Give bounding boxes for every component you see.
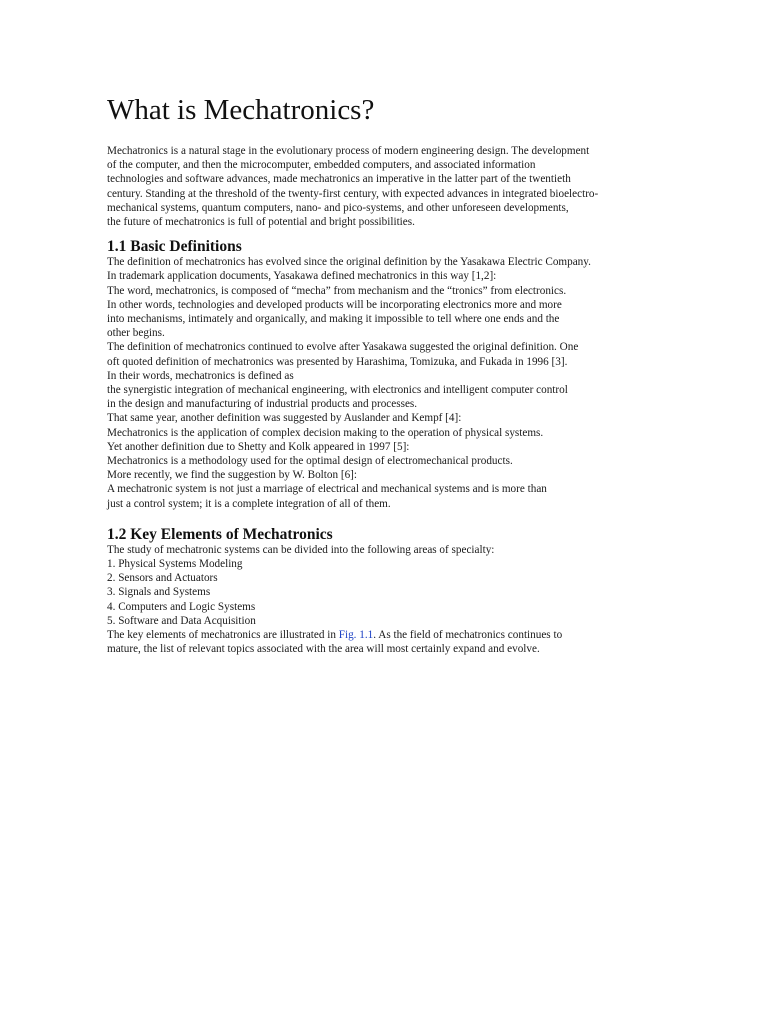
body-line: Mechatronics is the application of complex decision making to the operation of physical systems. [107, 426, 544, 439]
section-heading: 1.2 Key Elements of Mechatronics [107, 525, 333, 543]
list-item: 5. Software and Data Acquisition [107, 614, 256, 627]
section-body [107, 255, 667, 511]
body-line: oft quoted definition of mechatronics was presented by Harashima, Tomizuka, and Fukada in 1996 [3]. [107, 355, 568, 368]
list-item: 1. Physical Systems Modeling [107, 558, 243, 571]
intro-line: mechanical systems, quantum computers, nano- and pico-systems, and other unforeseen developments, [107, 201, 569, 214]
intro-line: of the computer, and then the microcomputer, embedded computers, and associated information [107, 159, 536, 172]
body-line: The definition of mechatronics has evolved since the original definition by the Yasakawa Electric Company. [107, 256, 591, 269]
intro-line: century. Standing at the threshold of the twenty-first century, with expected advances in integrated bioelectro- [107, 187, 599, 200]
list-item: 2. Sensors and Actuators [107, 572, 218, 585]
intro-line: technologies and software advances, made mechatronics an imperative in the latter part of the twentieth [107, 173, 571, 186]
closing-text: . As the field of mechatronics continues to [373, 629, 563, 642]
body-line: the synergistic integration of mechanical engineering, with electronics and intelligent computer control [107, 384, 568, 397]
closing-text: The key elements of mechatronics are illustrated in [107, 629, 339, 642]
body-line: Yet another definition due to Shetty and Kolk appeared in 1997 [5]: [107, 440, 410, 453]
section-key-elements [107, 526, 667, 657]
page-title: What is Mechatronics? [107, 94, 375, 126]
list-item: 3. Signals and Systems [107, 586, 211, 599]
document-page [107, 93, 667, 657]
intro-line: the future of mechatronics is full of potential and bright possibilities. [107, 216, 415, 229]
body-line: More recently, we find the suggestion by W. Bolton [6]: [107, 469, 358, 482]
body-line: just a control system; it is a complete integration of all of them. [107, 497, 391, 510]
body-line: In trademark application documents, Yasakawa defined mechatronics in this way [1,2]: [107, 270, 497, 283]
body-line: into mechanisms, intimately and organically, and making it impossible to tell where one ends and the [107, 313, 560, 326]
body-line: In other words, technologies and developed products will be incorporating electronics more and more [107, 298, 562, 311]
body-line: A mechatronic system is not just a marriage of electrical and mechanical systems and is more than [107, 483, 547, 496]
body-line: in the design and manufacturing of industrial products and processes. [107, 398, 418, 411]
body-line: The word, mechatronics, is composed of “mecha” from mechanism and the “tronics” from electronics. [107, 284, 567, 297]
body-line: The study of mechatronic systems can be divided into the following areas of specialty: [107, 543, 495, 556]
body-line: That same year, another definition was suggested by Auslander and Kempf [4]: [107, 412, 462, 425]
section-heading: 1.1 Basic Definitions [107, 238, 242, 256]
body-line: The definition of mechatronics continued to evolve after Yasakawa suggested the original definition. One [107, 341, 579, 354]
closing-line: mature, the list of relevant topics associated with the area will most certainly expand and evolve. [107, 643, 540, 656]
section-body [107, 543, 667, 657]
body-line: other begins. [107, 327, 165, 340]
closing-line [107, 628, 667, 642]
figure-link[interactable]: Fig. 1.1 [338, 629, 374, 642]
section-basic-definitions [107, 238, 667, 511]
intro-line: Mechatronics is a natural stage in the evolutionary process of modern engineering design. The development [107, 145, 590, 157]
intro-paragraph [107, 144, 667, 229]
body-line: Mechatronics is a methodology used for the optimal design of electromechanical products. [107, 455, 513, 468]
list-item: 4. Computers and Logic Systems [107, 600, 256, 613]
body-line: In their words, mechatronics is defined as [107, 369, 294, 382]
